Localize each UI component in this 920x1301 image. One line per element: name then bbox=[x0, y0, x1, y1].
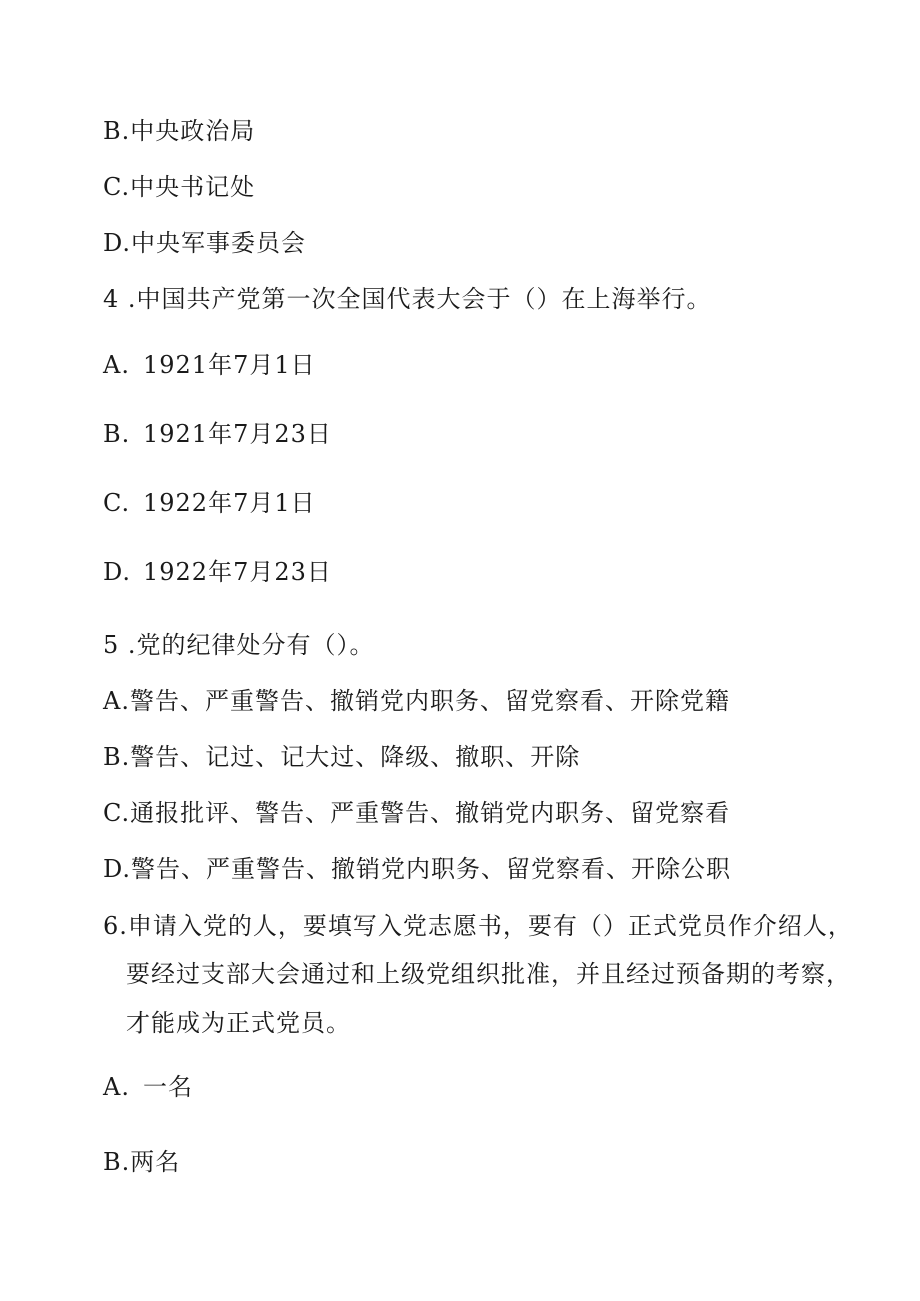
option-text: 1922年7月1日 bbox=[143, 489, 316, 517]
option-text: 1921年7月23日 bbox=[143, 420, 332, 448]
q4-option-d bbox=[103, 557, 332, 587]
option-label: D. bbox=[103, 558, 132, 586]
option-text: 1922年7月23日 bbox=[143, 558, 332, 586]
q5-option-a: A.警告、严重警告、撤销党内职务、留党察看、开除党籍 bbox=[103, 687, 730, 715]
q3-option-c: C.中央书记处 bbox=[103, 173, 256, 201]
option-label: A. bbox=[103, 351, 130, 379]
q5-option-b: B.警告、记过、记大过、降级、撤职、开除 bbox=[103, 743, 581, 771]
option-label: A. bbox=[103, 1073, 130, 1101]
q4-stem: 4 .中国共产党第一次全国代表大会于（）在上海举行。 bbox=[103, 285, 712, 313]
q6-stem-line1: 6.申请入党的人，要填写入党志愿书，要有（）正式党员作介绍人， bbox=[103, 912, 853, 940]
q4-option-a bbox=[103, 350, 316, 380]
q5-option-c: C.通报批评、警告、严重警告、撤销党内职务、留党察看 bbox=[103, 799, 731, 827]
option-label: B. bbox=[103, 420, 131, 448]
q4-option-c bbox=[103, 488, 316, 518]
q5-option-d: D.警告、严重警告、撤销党内职务、留党察看、开除公职 bbox=[103, 855, 732, 883]
q6-option-b: B.两名 bbox=[103, 1148, 181, 1176]
option-label: C. bbox=[103, 489, 131, 517]
q6-stem-line3: 才能成为正式党员。 bbox=[126, 1009, 351, 1037]
q4-option-b bbox=[103, 419, 332, 449]
q3-option-b: B.中央政治局 bbox=[103, 117, 256, 145]
option-text: 一名 bbox=[143, 1073, 193, 1101]
q5-stem: 5 .党的纪律处分有（）。 bbox=[103, 631, 375, 659]
option-text: 1921年7月1日 bbox=[143, 351, 316, 379]
q6-stem-line2: 要经过支部大会通过和上级党组织批准，并且经过预备期的考察， bbox=[126, 960, 851, 988]
q3-option-d: D.中央军事委员会 bbox=[103, 229, 307, 257]
q6-option-a bbox=[103, 1072, 193, 1102]
